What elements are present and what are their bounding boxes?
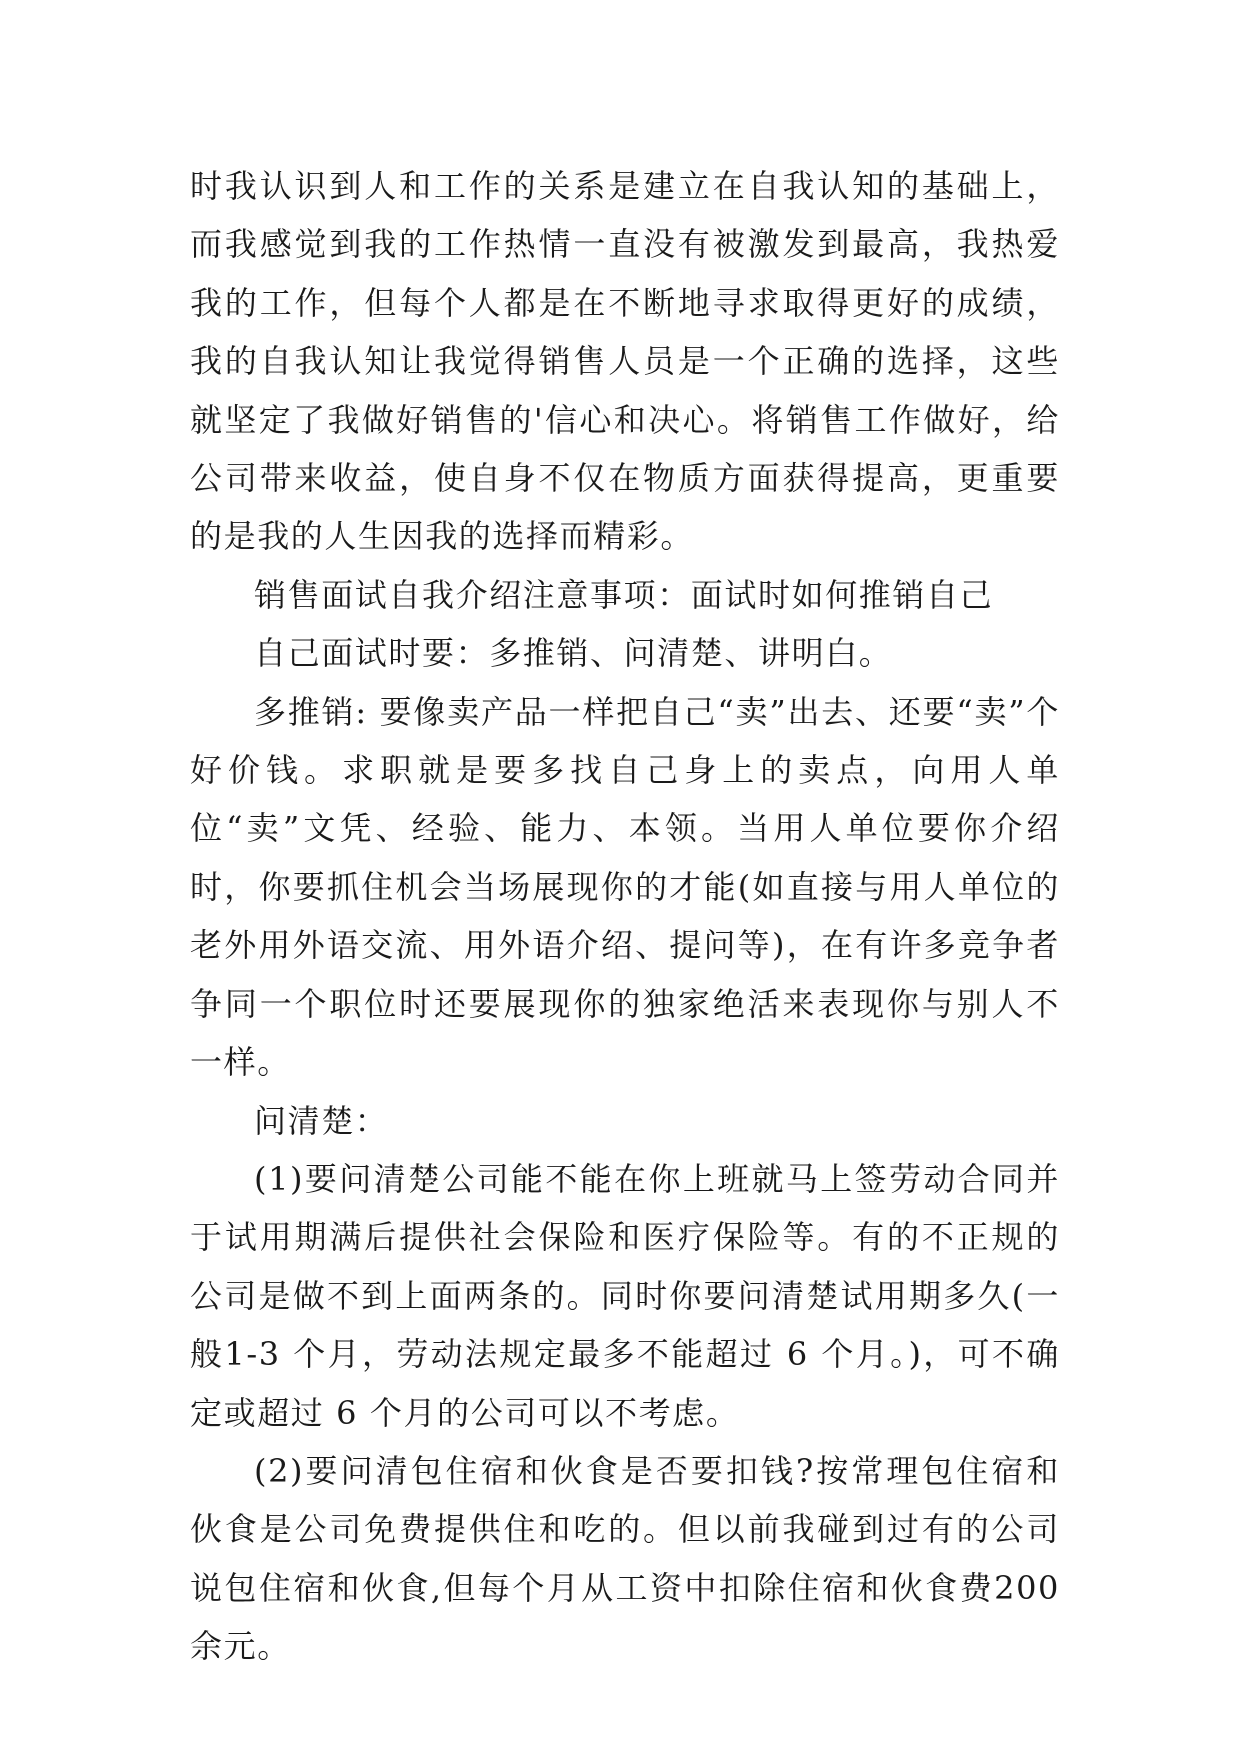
paragraph-contract-insurance: (1)要问清楚公司能不能在你上班就马上签劳动合同并于试用期满后提供社会保险和医疗保险等。有的不正规的公司是做不到上面两条的。同时你要问清楚试用期多久(一般1-3 个月，劳动法规定最多不能超过 6 个月。)，可不确定或超过 6 个月的公司可以不考虑。 bbox=[190, 1159, 1060, 1432]
paragraph-interview-notes-heading: 销售面试自我介绍注意事项：面试时如何推销自己 bbox=[254, 575, 994, 614]
paragraph-housing-meals: (2)要问清包住宿和伙食是否要扣钱?按常理包住宿和伙食是公司免费提供住和吃的。但以前我碰到过有的公司说包住宿和伙食,但每个月从工资中扣除住宿和伙食费200余元。 bbox=[190, 1451, 1060, 1666]
paragraph-self-awareness: 时我认识到人和工作的关系是建立在自我认知的基础上，而我感觉到我的工作热情一直没有被激发到最高，我热爱我的工作，但每个人都是在不断地寻求取得更好的成绩，我的自我认知让我觉得销售人员是一个正确的选择，这些就坚定了我做好销售的'信心和决心。将销售工作做好，给公司带来收益，使自身不仅在物质方面获得提高，更重要的是我的人生因我的选择而精彩。 bbox=[190, 167, 1060, 556]
document-body bbox=[190, 157, 1060, 1676]
paragraph-ask-clearly-heading: 问清楚： bbox=[254, 1101, 389, 1140]
paragraph-interview-summary: 自己面试时要：多推销、问清楚、讲明白。 bbox=[254, 634, 893, 673]
paragraph-promote-yourself: 多推销: 要像卖产品一样把自己“卖”出去、还要“卖”个好价钱。求职就是要多找自己身上的卖点，向用人单位“卖”文凭、经验、能力、本领。当用人单位要你介绍时，你要抓住机会当场展现你的才能(如直接与用人单位的老外用外语交流、用外语介绍、提问等)，在有许多竞争者争同一个职位时还要展现你的独家绝活来表现你与别人不一样。 bbox=[190, 692, 1060, 1082]
